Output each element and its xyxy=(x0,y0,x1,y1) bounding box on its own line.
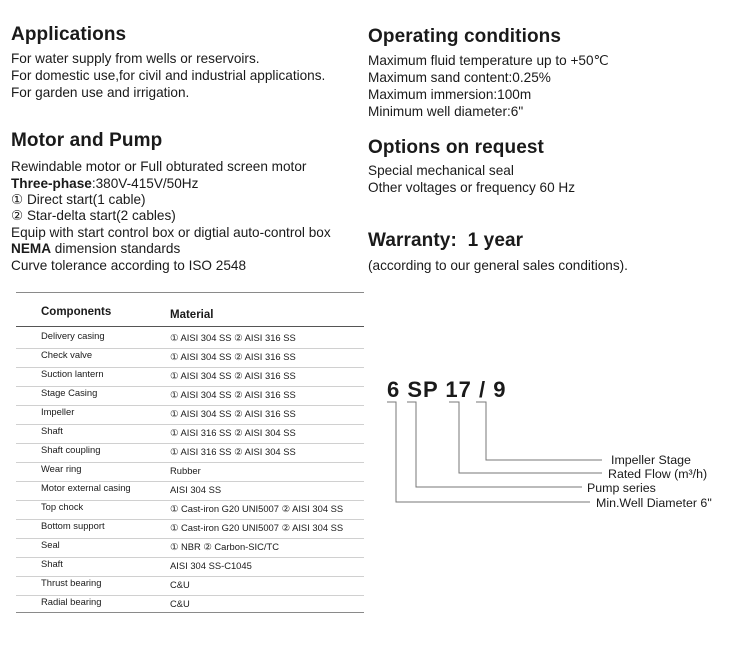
applications-line: For water supply from wells or reservoirs. xyxy=(11,51,260,66)
material-cell: ① AISI 304 SS ② AISI 316 SS xyxy=(170,351,296,362)
applications-line: For domestic use,for civil and industrial applications. xyxy=(11,68,326,83)
pump-series-label: Pump series xyxy=(587,481,656,495)
material-cell: C&U xyxy=(170,598,190,609)
component-cell: Suction lantern xyxy=(41,368,104,379)
material-cell: ① Cast-iron G20 UNI5007 ② AISI 304 SS xyxy=(170,503,344,514)
operating-title: Operating conditions xyxy=(368,26,562,47)
material-cell: ① NBR ② Carbon-SIC/TC xyxy=(170,541,280,552)
warranty-title: Warranty: 1 year xyxy=(368,230,524,251)
operating-line: Maximum immersion:100m xyxy=(368,87,532,102)
material-cell: ① AISI 304 SS ② AISI 316 SS xyxy=(170,370,296,381)
three-phase-value: :380V-415V/50Hz xyxy=(91,176,199,191)
component-cell: Shaft xyxy=(41,558,63,569)
warranty-note: (according to our general sales conditions). xyxy=(368,258,628,273)
operating-line: Minimum well diameter:6" xyxy=(368,104,524,119)
material-cell: ① AISI 304 SS ② AISI 316 SS xyxy=(170,408,296,419)
control-box-line: Equip with start control box or digtial auto-control box xyxy=(11,225,331,240)
component-cell: Wear ring xyxy=(41,463,82,474)
table-header-components: Components xyxy=(41,306,112,318)
component-cell: Shaft xyxy=(41,425,63,436)
component-cell: Seal xyxy=(41,539,60,550)
direct-start-line: ① Direct start(1 cable) xyxy=(11,192,146,207)
component-cell: Bottom support xyxy=(41,520,105,531)
impeller-stage-label: Impeller Stage xyxy=(611,453,691,467)
model-code: 6 SP 17 / 9 xyxy=(387,377,507,402)
three-phase-label: Three-phase xyxy=(11,176,92,191)
applications-title: Applications xyxy=(11,24,127,45)
operating-line: Maximum sand content:0.25% xyxy=(368,70,551,85)
tolerance-line: Curve tolerance according to ISO 2548 xyxy=(11,258,247,273)
material-cell: ① AISI 304 SS ② AISI 316 SS xyxy=(170,332,296,343)
material-cell: ① AISI 316 SS ② AISI 304 SS xyxy=(170,446,296,457)
material-cell: AISI 304 SS xyxy=(170,484,222,495)
nema-value: dimension standards xyxy=(51,241,181,256)
impeller-stage-leader xyxy=(476,402,602,460)
rated-flow-label: Rated Flow (m³/h) xyxy=(608,467,708,481)
component-cell: Stage Casing xyxy=(41,387,98,398)
component-cell: Shaft coupling xyxy=(41,444,101,455)
material-cell: ① AISI 304 SS ② AISI 316 SS xyxy=(170,389,296,400)
component-cell: Check valve xyxy=(41,349,93,360)
rated-flow-leader xyxy=(449,402,602,473)
material-cell: AISI 304 SS-C1045 xyxy=(170,560,252,571)
options-line: Special mechanical seal xyxy=(368,163,514,178)
material-cell: C&U xyxy=(170,579,190,590)
star-delta-line: ② Star-delta start(2 cables) xyxy=(11,208,176,223)
component-cell: Top chock xyxy=(41,501,84,512)
component-cell: Thrust bearing xyxy=(41,577,102,588)
material-cell: Rubber xyxy=(170,465,201,476)
material-cell: ① AISI 316 SS ② AISI 304 SS xyxy=(170,427,296,438)
operating-line: Maximum fluid temperature up to +50℃ xyxy=(368,53,609,68)
component-cell: Motor external casing xyxy=(41,482,131,493)
motor-pump-title: Motor and Pump xyxy=(11,130,163,151)
pump-series-leader xyxy=(407,402,582,487)
motor-pump-line: Rewindable motor or Full obturated screen motor xyxy=(11,159,307,174)
material-cell: ① Cast-iron G20 UNI5007 ② AISI 304 SS xyxy=(170,522,344,533)
component-cell: Impeller xyxy=(41,406,75,417)
options-line: Other voltages or frequency 60 Hz xyxy=(368,180,576,195)
component-cell: Radial bearing xyxy=(41,596,102,607)
component-cell: Delivery casing xyxy=(41,330,105,341)
options-title: Options on request xyxy=(368,137,544,158)
well-diameter-label: Min.Well Diameter 6" xyxy=(596,496,712,510)
applications-line: For garden use and irrigation. xyxy=(11,85,190,100)
nema-label: NEMA xyxy=(11,241,52,256)
table-header-material: Material xyxy=(170,309,214,321)
